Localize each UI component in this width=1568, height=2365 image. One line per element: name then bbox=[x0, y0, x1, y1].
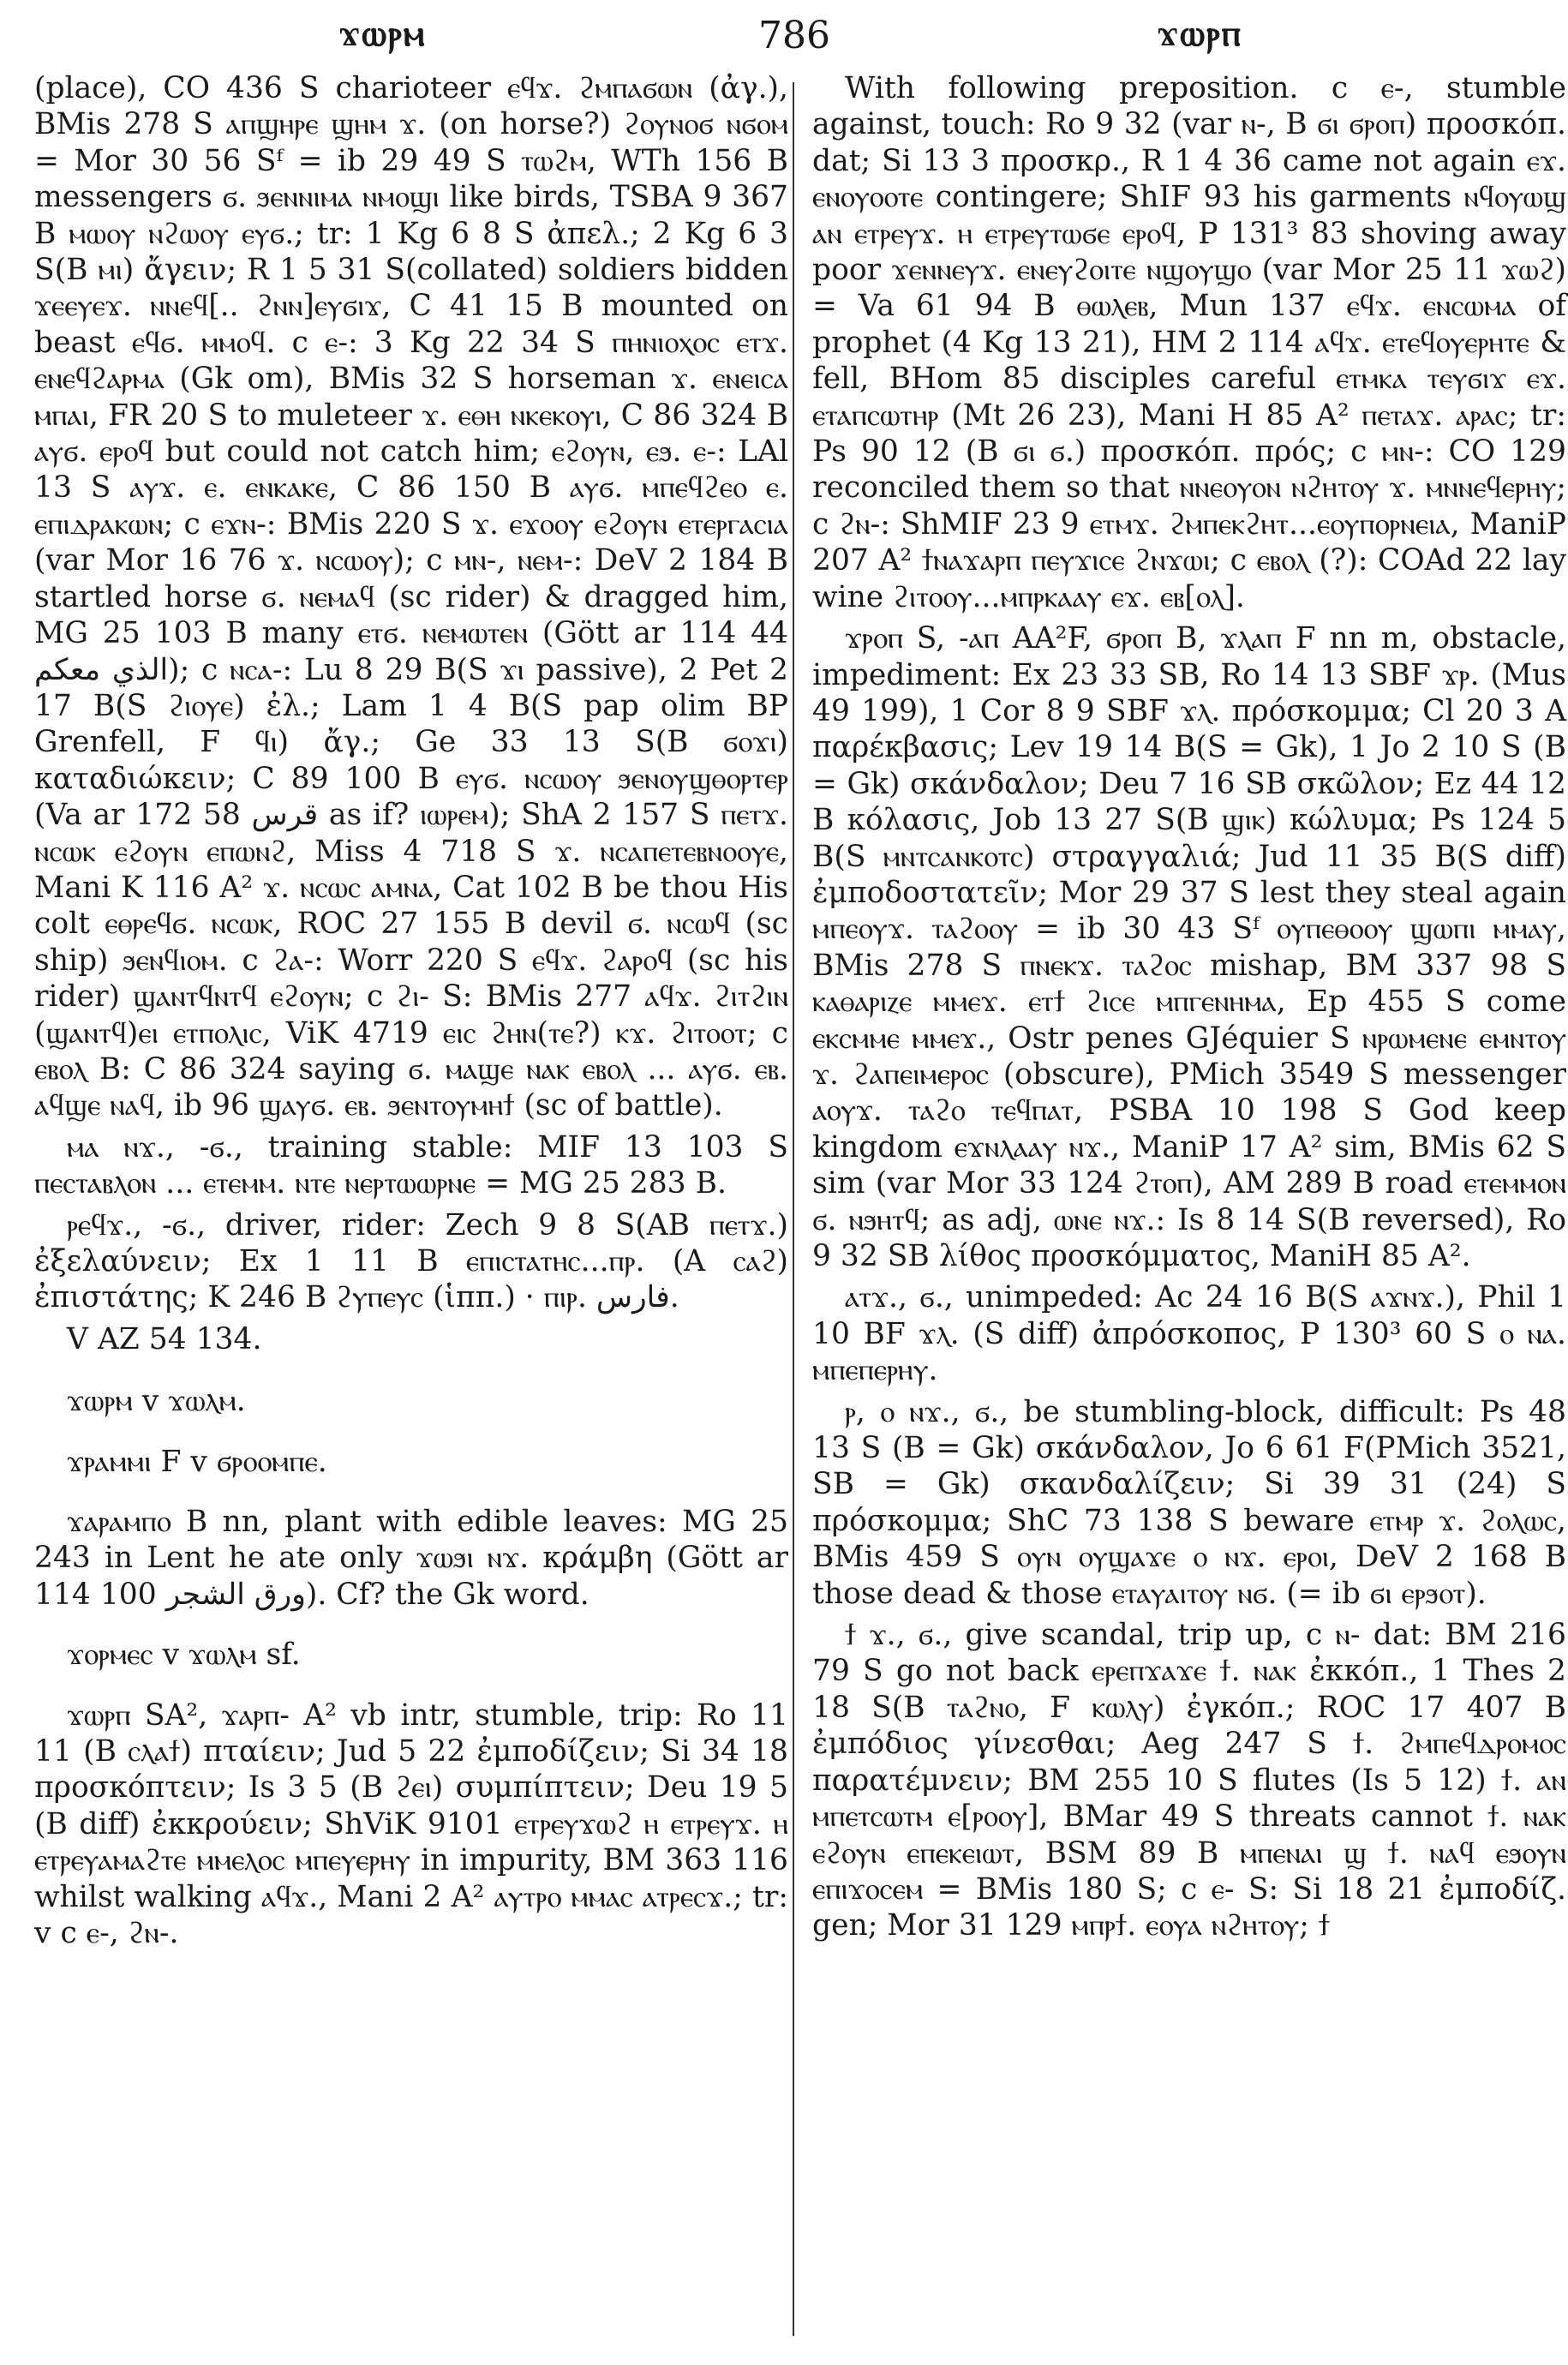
subentry-give-scandal: ϯ ϫ., ϭ., give scandal, trip up, c ⲛ- dat: BM 216 79 S go not back ⲉⲣⲉⲡϫⲁϫⲉ ϯ. ⲛⲁⲕ ἐκκόπ., 1 Thes 2 18 S(B ⲧⲁϩⲛⲟ, F ⲕⲱⲗⲩ) ἐγκόπ.; ROC 17 407 B ἐμπόδιος γίνεσθαι; Aeg 247 S ϯ. ϩⲙⲡⲉϥⲇⲣⲟⲙⲟⲥ παρατέμνειν; BM 255 10 S flutes (Is 5 12) ϯ. ⲁⲛ ⲙⲡⲉⲧⲥⲱⲧⲙ ⲉ[ⲣⲟⲟⲩ], BMar 49 S threats cannot ϯ. ⲛⲁⲕ ⲉϩⲟⲩⲛ ⲉⲡⲉⲕⲉⲓⲱⲧ, BSM 89 B ⲙⲡⲉⲛⲁⲓ ϣ ϯ. ⲛⲁϥ ⲉϧⲟⲩⲛ ⲉⲡⲓϫⲟⲥⲉⲙ = BMis 180 S; c ⲉ- S: Si 18 21 ἐμποδίζ. gen; Mor 31 129 ⲙⲡⲣϯ. ⲉⲟⲩⲁ ⲛϩⲏⲧⲟⲩ; ϯ bbox=[812, 1618, 1566, 1943]
cross-reference: V AZ 54 134. bbox=[67, 1321, 262, 1356]
right-guide-word: ϫⲱⲣⲡ bbox=[1157, 12, 1242, 54]
subentry-with-preposition: With following preposition. c ⲉ-, stumble against, touch: Ro 9 32 (var ⲛ-, B ϭⲓ ϭⲣⲟⲡ) προσκόπ. dat; Si 13 3 προσκρ., R 1 4 36 came not again ⲉϫ. ⲉⲛⲟⲩⲟⲟⲧⲉ contingere; ShIF 93 his garments ⲛϥⲟⲩⲱϣ ⲁⲛ ⲉⲧⲣⲉⲩϫ. ⲏ ⲉⲧⲣⲉⲩⲧⲱϭⲉ ⲉⲣⲟϥ, P 131³ 83 shoving away poor ϫⲉⲛⲛⲉⲩϫ. ⲉⲛⲉⲩϩⲟⲓⲧⲉ ⲛϣⲟⲩϣⲟ (var Mor 25 11 ϫⲱϩ) = Va 61 94 B ⲑⲱⲗⲉⲃ, Mun 137 ⲉϥϫ. ⲉⲛⲥⲱⲙⲁ of prophet (4 Kg 13 21), HM 2 114 ⲁϥϫ. ⲉⲧⲉϥⲟⲩⲉⲣⲏⲧⲉ & fell, BHom 85 disciples careful ⲉⲧⲙⲕⲁ ⲧⲉⲩϭⲓϫ ⲉϫ. ⲉⲧⲁⲡⲥⲱⲧⲏⲣ (Mt 26 23), Mani H 85 A² ⲡⲉⲧⲁϫ. ⲁⲣⲁⲥ; tr: Ps 90 12 (B ϭⲓ ϭ.) προσκόπ. πρός; c ⲙⲛ-: CO 129 reconciled them so that ⲛⲛⲉⲟⲩⲟⲛ ⲛϩⲏⲧⲟⲩ ϫ. ⲙⲛⲛⲉϥⲉⲣⲏⲩ; c ϩⲛ-: ShMIF 23 9 ⲉⲧⲙϫ. ϩⲙⲡⲉⲕϩⲏⲧ...ⲉⲟⲩⲡⲟⲣⲛⲉⲓⲁ, ManiP 207 A² ϯⲛⲁϫⲁⲣⲡ ⲡⲉⲩϫⲓⲥⲉ ϩⲛϫⲱⲓ; c ⲉⲃⲟⲗ (?): COAd 22 lay wine ϩⲓⲧⲟⲟⲩ...ⲙⲡⲣⲕⲁⲁⲩ ⲉϫ. ⲉⲃ[ⲟⲗ]. bbox=[812, 71, 1566, 614]
page-number: 786 bbox=[758, 14, 830, 57]
subentry-training-stable: ⲙⲁ ⲛϫ., -ϭ., training stable: MIF 13 103 S ⲡⲉⲥⲧⲁⲃⲗⲟⲛ ... ⲉⲧⲉⲙⲙ. ⲛⲧⲉ ⲛⲉⲣⲧⲱⲱⲣⲛⲉ = MG 25 283 B. bbox=[34, 1129, 788, 1201]
subentry-unimpeded: ⲁⲧϫ., ϭ., unimpeded: Ac 24 16 B(S ⲁϫⲛϫ.), Phil 1 10 BF ϫⲗ. (S diff) ἀπρόσκοπος, P 130³ 60 S ⲟ ⲛⲁ. ⲙⲡⲉⲡⲉⲣⲏⲩ. bbox=[812, 1280, 1566, 1388]
right-column bbox=[812, 70, 1566, 1944]
subentry-obstacle: ϫⲣⲟⲡ S, -ⲁⲡ AA²F, ϭⲣⲟⲡ B, ϫⲗⲁⲡ F nn m, obstacle, impediment: Ex 23 33 SB, Ro 14 13 SBF ϫⲣ. (Mus 49 199), 1 Cor 8 9 SBF ϫⲗ. πρόσκομμα; Cl 20 3 A παρέκβασις; Lev 19 14 B(S = Gk), 1 Jo 2 10 S (B = Gk) σκάνδαλον; Deu 7 16 SB σκῶλον; Ez 44 12 B κόλασις, Job 13 27 S(B ϣⲓⲕ) κώλυμα; Ps 124 5 B(S ⲙⲛⲧⲥⲁⲛⲕⲟⲧⲥ) στραγγαλιά; Jud 11 35 B(S diff) ἐμποδοστατεῖν; Mor 29 37 S lest they steal again ⲙⲡⲉⲟⲩϫ. ⲧⲁϩⲟⲟⲩ = ib 30 43 Sᶠ ⲟⲩⲡⲉⲑⲟⲟⲩ ϣⲱⲡⲓ ⲙⲙⲁⲩ, BMis 278 S ⲡⲛⲉⲕϫ. ⲧⲁϩⲟⲥ mishap, BM 337 98 S ⲕⲁⲑⲁⲣⲓⲍⲉ ⲙⲙⲉϫ. ⲉⲧϯ ϩⲓⲥⲉ ⲙⲡⲅⲉⲛⲏⲙⲁ, Ep 455 S come ⲉⲕⲥⲙⲙⲉ ⲙⲙⲉϫ., Ostr penes GJéquier S ⲛⲣⲱⲙⲉⲛⲉ ⲉⲙⲛⲧⲟⲩ ϫ. ϩⲁⲡⲉⲓⲙⲉⲣⲟⲥ (obscure), PMich 3549 S messenger ⲁⲟⲩϫ. ⲧⲁϩⲟ ⲧⲉϥⲡⲁⲧ, PSBA 10 198 S God keep kingdom ⲉϫⲛⲗⲁⲁⲩ ⲛϫ., ManiP 17 A² sim, BMis 62 S sim (var Mor 33 124 ϩⲧⲟⲡ), AM 289 B road ⲉⲧⲉⲙⲙⲟⲛ ϭ. ⲛϧⲏⲧϥ; as adj, ⲱⲛⲉ ⲛϫ.: Is 8 14 S(B reversed), Ro 9 32 SB λίθος προσκόμματος, ManiH 85 A². bbox=[812, 621, 1566, 1273]
headword-entry-stumble: ϫⲱⲣⲡ SA², ϫⲁⲣⲡ- A² vb intr, stumble, trip: Ro 11 11 (B ⲥⲗⲁϯ) πταίειν; Jud 5 22 ἐμποδίζειν; Si 34 18 προσκόπτειν; Is 3 5 (B ϩⲉⲓ) συμπίπτειν; Deu 19 5 (B diff) ἐκκρούειν; ShViK 9101 ⲉⲧⲣⲉⲩϫⲱϩ ⲏ ⲉⲧⲣⲉⲩϫ. ⲏ ⲉⲧⲣⲉⲩⲁⲙⲁϩⲧⲉ ⲙⲙⲉⲗⲟⲥ ⲙⲡⲉⲩⲉⲣⲏⲩ in impurity, BM 363 116 whilst walking ⲁϥϫ., Mani 2 A² ⲁⲩⲧⲣⲟ ⲙⲙⲁⲥ ⲁⲧⲣⲉⲥϫ.; tr: v c ⲉ-, ϩⲛ-. bbox=[34, 1697, 788, 1951]
column-divider bbox=[793, 82, 794, 2336]
headword-entry: ϫⲁⲣⲁⲙⲡⲟ B nn, plant with edible leaves: MG 25 243 in Lent he ate only ϫⲱϧⲓ ⲛϫ. κράμβη (Gött ar 114 100 ورق الشجر). Cf? the Gk word. bbox=[34, 1505, 788, 1612]
left-column bbox=[34, 70, 788, 1952]
headword-entry: ϫⲣⲁⲙⲙⲓ F v ϭⲣⲟⲟⲙⲡⲉ. bbox=[67, 1444, 327, 1479]
left-guide-word: ϫⲱⲣⲙ bbox=[338, 12, 427, 54]
page-header bbox=[34, 9, 1534, 60]
subentry-stumbling-block: ⲣ, ⲟ ⲛϫ., ϭ., be stumbling-block, difficult: Ps 48 13 S (B = Gk) σκάνδαλον, Jo 6 61 F(PMich 3521, SB = Gk) σκανδαλίζειν; Si 39 31 (24) S πρόσκομμα; ShC 73 138 S beware ⲉⲧⲙⲣ ϫ. ϩⲟⲗⲱⲥ, BMis 459 S ⲟⲩⲛ ⲟⲩϣⲁϫⲉ ⲟ ⲛϫ. ⲉⲣⲟⲓ, DeV 2 168 B those dead & those ⲉⲧⲁⲩⲁⲓⲧⲟⲩ ⲛϭ. (= ib ϭⲓ ⲉⲣϧⲟⲧ). bbox=[812, 1394, 1566, 1611]
headword-entry: ϫⲟⲣⲙⲉⲥ v ϫⲱⲗⲙ sf. bbox=[67, 1638, 301, 1673]
entry-continuation: (place), CO 436 S charioteer ⲉϥϫ. ϩⲙⲡⲁϭⲱⲛ (ἀγ.), BMis 278 S ⲁⲡϣⲏⲣⲉ ϣⲏⲙ ϫ. (on horse?) ϩⲟⲩⲛⲟϭ ⲛϭⲟⲙ = Mor 30 56 Sᶠ = ib 29 49 S ⲧⲱϩⲙ, WTh 156 B messengers ϭ. ϧⲉⲛⲛⲓⲙⲁ ⲛⲙⲟϣⲓ like birds, TSBA 9 367 B ⲙⲱⲟⲩ ⲛϩⲱⲟⲩ ⲉⲩϭ.; tr: 1 Kg 6 8 S ἀπελ.; 2 Kg 6 3 S(B ⲙⲓ) ἄγειν; R 1 5 31 S(collated) soldiers bidden ϫⲉⲉⲩⲉϫ. ⲛⲛⲉϥ[.. ϩⲛⲛ]ⲉⲩϭⲓϫ, C 41 15 B mounted on beast ⲉϥϭ. ⲙⲙⲟϥ. c ⲉ-: 3 Kg 22 34 S ⲡⲏⲛⲓⲟⲭⲟⲥ ⲉⲧϫ. ⲉⲛⲉϥϩⲁⲣⲙⲁ (Gk om), BMis 32 S horseman ϫ. ⲉⲛⲉⲓⲥⲁ ⲙⲡⲁⲓ, FR 20 S to muleteer ϫ. ⲉⲑⲏ ⲛⲕⲉⲕⲟⲩⲓ, C 86 324 B ⲁⲩϭ. ⲉⲣⲟϥ but could not catch him; ⲉϩⲟⲩⲛ, ⲉϧ. ⲉ-: LAl 13 S ⲁⲩϫ. ⲉ. ⲉⲛⲕⲁⲕⲉ, C 86 150 B ⲁⲩϭ. ⲙⲡⲉϥϩⲉⲟ ⲉ. ⲉⲡⲓⲇⲣⲁⲕⲱⲛ; c ⲉϫⲛ-: BMis 220 S ϫ. ⲉϫⲟⲟⲩ ⲉϩⲟⲩⲛ ⲉⲧⲉⲣⲅⲁⲥⲓⲁ (var Mor 16 76 ϫ. ⲛⲥⲱⲟⲩ); c ⲙⲛ-, ⲛⲉⲙ-: DeV 2 184 B startled horse ϭ. ⲛⲉⲙⲁϥ (sc rider) & dragged him, MG 25 103 B many ⲉⲧϭ. ⲛⲉⲙⲱⲧⲉⲛ (Gött ar 114 44 الذي معكم); c ⲛⲥⲁ-: Lu 8 29 B(S ϫⲓ passive), 2 Pet 2 17 B(S ϩⲓⲟⲩⲉ) ἐλ.; Lam 1 4 B(S pap olim BP Grenfell, F ϥⲓ) ἄγ.; Ge 33 13 S(B ϭⲟϫⲓ) καταδιώκειν; C 89 100 B ⲉⲩϭ. ⲛⲥⲱⲟⲩ ϧⲉⲛⲟⲩϣⲑⲟⲣⲧⲉⲣ (Va ar 172 58 قرس as if? ⲓⲱⲣⲉⲙ); ShA 2 157 S ⲡⲉⲧϫ. ⲛⲥⲱⲕ ⲉϩⲟⲩⲛ ⲉⲡⲱⲛϩ, Miss 4 718 S ϫ. ⲛⲥⲁⲡⲉⲧⲉⲃⲛⲟⲟⲩⲉ, Mani K 116 A² ϫ. ⲛⲥⲱⲥ ⲁⲙⲛⲁ, Cat 102 B be thou His colt ⲉⲑⲣⲉϥϭ. ⲛⲥⲱⲕ, ROC 27 155 B devil ϭ. ⲛⲥⲱϥ (sc ship) ϧⲉⲛϥⲓⲟⲙ. c ϩⲁ-: Worr 220 S ⲉϥϫ. ϩⲁⲣⲟϥ (sc his rider) ϣⲁⲛⲧϥⲛⲧϥ ⲉϩⲟⲩⲛ; c ϩⲓ- S: BMis 277 ⲁϥϫ. ϩⲓⲧϩⲓⲛ (ϣⲁⲛⲧϥ)ⲉⲓ ⲉⲧⲡⲟⲗⲓⲥ, ViK 4719 ⲉⲓⲥ ϩⲏⲛ(ⲧⲉ?) ⲕϫ. ϩⲓⲧⲟⲟⲧ; c ⲉⲃⲟⲗ B: C 86 324 saying ϭ. ⲙⲁϣⲉ ⲛⲁⲕ ⲉⲃⲟⲗ ... ⲁⲩϭ. ⲉⲃ. ⲁϥϣⲉ ⲛⲁϥ, ib 96 ϣⲁⲩϭ. ⲉⲃ. ϧⲉⲛⲧⲟⲩⲙⲏϯ (sc of battle). bbox=[34, 71, 789, 1123]
subentry-driver-rider: ⲣⲉϥϫ., -ϭ., driver, rider: Zech 9 8 S(AB ⲡⲉⲧϫ.) ἐξελαύνειν; Ex 1 11 B ⲉⲡⲓⲥⲧⲁⲧⲏⲥ...ⲡⲣ. (A ⲥⲁϩ) ἐπιστάτης; K 246 B ϩⲩⲡⲉⲩⲥ (ἱππ.) · ⲡⲓⲣ. فارس. bbox=[34, 1207, 788, 1315]
headword-entry: ϫⲱⲣⲙ v ϫⲱⲗⲙ. bbox=[67, 1384, 246, 1419]
